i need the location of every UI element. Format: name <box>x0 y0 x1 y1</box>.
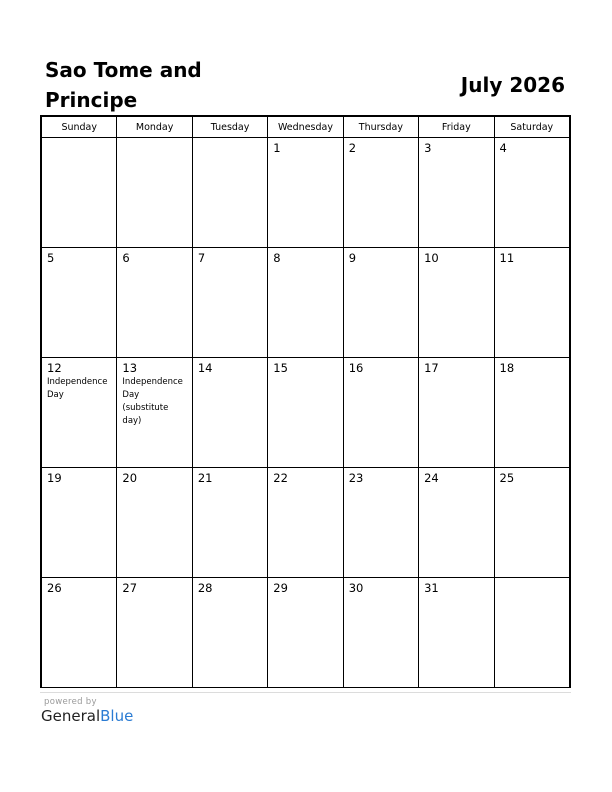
day-number: 14 <box>197 361 213 375</box>
footer-divider <box>40 692 571 693</box>
logo-general-text: General <box>41 707 101 725</box>
day-number: 18 <box>499 361 515 375</box>
day-cell <box>42 248 117 358</box>
month-year-title: July 2026 <box>460 73 565 97</box>
day-number: 16 <box>348 361 364 375</box>
day-number: 21 <box>197 471 213 485</box>
day-number: 13 <box>122 361 138 375</box>
day-cell <box>343 248 418 358</box>
day-number: 19 <box>47 471 62 485</box>
day-cell <box>117 578 192 688</box>
week-row <box>42 578 570 688</box>
day-cell <box>268 248 343 358</box>
week-row <box>42 248 570 358</box>
day-cell <box>42 358 117 468</box>
day-cell <box>192 578 267 688</box>
day-cell <box>268 358 343 468</box>
day-number: 24 <box>424 471 439 485</box>
day-cell <box>192 138 267 248</box>
day-number: 15 <box>273 361 288 375</box>
day-cell <box>494 248 569 358</box>
day-number: 29 <box>273 581 288 595</box>
day-cell <box>419 248 494 358</box>
powered-by-label: powered by <box>44 697 97 707</box>
day-cell <box>419 578 494 688</box>
day-cell <box>192 358 267 468</box>
day-number: 11 <box>499 251 515 265</box>
day-cell <box>42 468 117 578</box>
day-number: 4 <box>499 141 507 155</box>
holiday-label: Independence Day <box>47 377 108 400</box>
day-cell <box>268 468 343 578</box>
calendar-grid <box>40 115 571 688</box>
day-cell <box>117 468 192 578</box>
generalblue-logo[interactable] <box>41 707 133 725</box>
day-cell <box>419 468 494 578</box>
day-number: 23 <box>348 471 364 485</box>
weekday-monday: Monday <box>117 117 192 138</box>
weekday-header-row <box>42 117 570 138</box>
weekday-thursday: Thursday <box>343 117 418 138</box>
day-number: 26 <box>47 581 62 595</box>
day-number: 8 <box>273 251 281 265</box>
weekday-friday: Friday <box>419 117 494 138</box>
calendar-table <box>41 116 570 688</box>
day-cell <box>117 358 192 468</box>
day-number: 27 <box>122 581 138 595</box>
weekday-wednesday: Wednesday <box>268 117 343 138</box>
calendar-body <box>42 138 570 688</box>
day-cell <box>192 248 267 358</box>
week-row <box>42 468 570 578</box>
day-number: 10 <box>424 251 439 265</box>
day-number: 12 <box>47 361 62 375</box>
day-cell <box>494 468 569 578</box>
day-cell <box>343 578 418 688</box>
day-cell <box>343 138 418 248</box>
day-cell <box>494 138 569 248</box>
day-number: 17 <box>424 361 439 375</box>
day-cell <box>192 468 267 578</box>
day-cell <box>117 248 192 358</box>
logo-blue-text: Blue <box>100 707 134 725</box>
week-row <box>42 138 570 248</box>
day-cell <box>42 578 117 688</box>
day-cell <box>419 358 494 468</box>
holiday-label: Independence Day (substitute day) <box>122 377 183 426</box>
day-number: 22 <box>273 471 288 485</box>
day-number: 1 <box>273 141 281 155</box>
day-number: 28 <box>197 581 213 595</box>
day-cell <box>343 468 418 578</box>
day-number: 2 <box>348 141 357 155</box>
day-number: 5 <box>47 251 55 265</box>
day-cell <box>268 578 343 688</box>
day-number: 30 <box>348 581 364 595</box>
weekday-sunday: Sunday <box>42 117 117 138</box>
day-cell <box>268 138 343 248</box>
day-number: 31 <box>424 581 439 595</box>
weekday-saturday: Saturday <box>494 117 569 138</box>
day-number: 25 <box>499 471 515 485</box>
day-cell <box>117 138 192 248</box>
day-number: 3 <box>424 141 432 155</box>
day-cell <box>494 358 569 468</box>
day-number: 9 <box>348 251 357 265</box>
day-cell <box>42 138 117 248</box>
weekday-tuesday: Tuesday <box>192 117 267 138</box>
day-number: 7 <box>197 251 206 265</box>
day-cell <box>343 358 418 468</box>
country-title: Sao Tome and Principe <box>45 58 202 112</box>
day-number: 20 <box>122 471 138 485</box>
day-cell <box>494 578 569 688</box>
week-row <box>42 358 570 468</box>
day-number: 6 <box>122 251 130 265</box>
day-cell <box>419 138 494 248</box>
